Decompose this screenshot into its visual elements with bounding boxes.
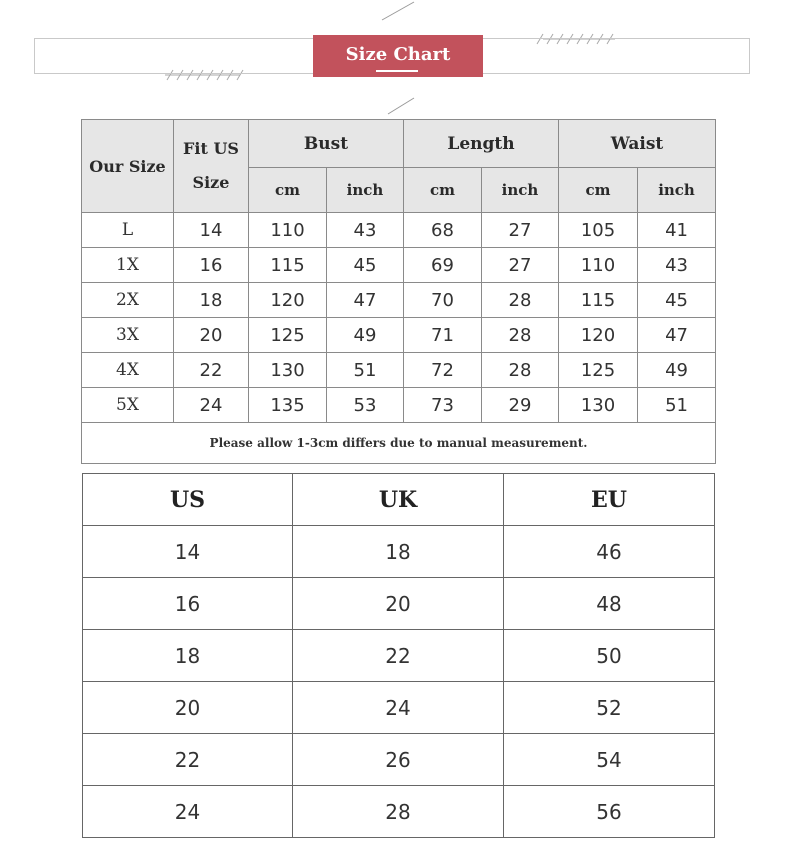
- table-row: [82, 248, 716, 283]
- bust-cm-cell: 130: [249, 353, 327, 388]
- length-cm-cell: 71: [404, 318, 482, 353]
- us-size-cell: 20: [83, 682, 293, 734]
- table-row: [82, 213, 716, 248]
- unit-header-waist-inch: inch: [638, 168, 716, 213]
- fit-us-cell: 18: [174, 283, 249, 318]
- table-row: [83, 526, 715, 578]
- eu-size-cell: 46: [504, 526, 715, 578]
- uk-size-cell: 28: [293, 786, 504, 838]
- us-header: US: [83, 474, 293, 526]
- length-inch-cell: 28: [482, 318, 559, 353]
- uk-size-cell: 18: [293, 526, 504, 578]
- table-row: [83, 734, 715, 786]
- size-measurement-table: [81, 119, 716, 464]
- our-size-cell: 1X: [82, 248, 174, 283]
- length-inch-cell: 28: [482, 283, 559, 318]
- fit-us-cell: 22: [174, 353, 249, 388]
- eu-size-cell: 48: [504, 578, 715, 630]
- fit-us-label-line1: Fit US: [183, 139, 239, 158]
- bust-cm-cell: 120: [249, 283, 327, 318]
- our-size-cell: 4X: [82, 353, 174, 388]
- uk-size-cell: 20: [293, 578, 504, 630]
- measurement-note: Please allow 1-3cm differs due to manual measurement.: [82, 423, 716, 464]
- unit-header-bust-cm: cm: [249, 168, 327, 213]
- waist-inch-cell: 49: [638, 353, 716, 388]
- bust-inch-cell: 51: [327, 353, 404, 388]
- uk-size-cell: 24: [293, 682, 504, 734]
- waist-inch-cell: 51: [638, 388, 716, 423]
- bust-inch-cell: 47: [327, 283, 404, 318]
- waist-cm-cell: 110: [559, 248, 638, 283]
- us-size-cell: 16: [83, 578, 293, 630]
- fit-us-cell: 24: [174, 388, 249, 423]
- note-row: [82, 423, 716, 464]
- fit-us-cell: 16: [174, 248, 249, 283]
- bust-inch-cell: 53: [327, 388, 404, 423]
- size-chart-title-text: Size Chart: [345, 44, 451, 65]
- bust-cm-cell: 110: [249, 213, 327, 248]
- us-size-cell: 22: [83, 734, 293, 786]
- length-cm-cell: 73: [404, 388, 482, 423]
- table-row: [83, 630, 715, 682]
- length-inch-cell: 27: [482, 248, 559, 283]
- waist-cm-cell: 130: [559, 388, 638, 423]
- our-size-cell: 2X: [82, 283, 174, 318]
- length-cm-cell: 72: [404, 353, 482, 388]
- waist-cm-cell: 120: [559, 318, 638, 353]
- fit-us-cell: 20: [174, 318, 249, 353]
- waist-cm-cell: 125: [559, 353, 638, 388]
- uk-header: UK: [293, 474, 504, 526]
- bust-cm-cell: 125: [249, 318, 327, 353]
- table-row: [83, 786, 715, 838]
- our-size-header: Our Size: [82, 120, 174, 213]
- length-inch-cell: 27: [482, 213, 559, 248]
- waist-inch-cell: 45: [638, 283, 716, 318]
- bust-inch-cell: 49: [327, 318, 404, 353]
- unit-header-length-cm: cm: [404, 168, 482, 213]
- length-cm-cell: 69: [404, 248, 482, 283]
- us-size-cell: 18: [83, 630, 293, 682]
- unit-header-waist-cm: cm: [559, 168, 638, 213]
- length-inch-cell: 28: [482, 353, 559, 388]
- eu-size-cell: 52: [504, 682, 715, 734]
- size-conversion-table: [82, 473, 715, 838]
- fit-us-size-header: [174, 120, 249, 213]
- bust-inch-cell: 43: [327, 213, 404, 248]
- header-row-groups: [82, 120, 716, 168]
- length-cm-cell: 70: [404, 283, 482, 318]
- table-row: [82, 318, 716, 353]
- length-inch-cell: 29: [482, 388, 559, 423]
- waist-inch-cell: 43: [638, 248, 716, 283]
- unit-header-length-inch: inch: [482, 168, 559, 213]
- waist-cm-cell: 115: [559, 283, 638, 318]
- title-underline: [376, 70, 418, 72]
- waist-inch-cell: 41: [638, 213, 716, 248]
- table-row: [82, 283, 716, 318]
- our-size-cell: 5X: [82, 388, 174, 423]
- bust-inch-cell: 45: [327, 248, 404, 283]
- unit-header-bust-inch: inch: [327, 168, 404, 213]
- fit-us-label-line2: Size: [192, 173, 230, 192]
- length-cm-cell: 68: [404, 213, 482, 248]
- eu-size-cell: 50: [504, 630, 715, 682]
- conversion-header-row: [83, 474, 715, 526]
- table-row: [82, 353, 716, 388]
- table-row: [83, 578, 715, 630]
- us-size-cell: 14: [83, 526, 293, 578]
- bust-cm-cell: 135: [249, 388, 327, 423]
- table-row: [82, 388, 716, 423]
- waist-inch-cell: 47: [638, 318, 716, 353]
- us-size-cell: 24: [83, 786, 293, 838]
- eu-size-cell: 54: [504, 734, 715, 786]
- bust-header: Bust: [249, 120, 404, 168]
- fit-us-cell: 14: [174, 213, 249, 248]
- our-size-cell: 3X: [82, 318, 174, 353]
- waist-header: Waist: [559, 120, 716, 168]
- uk-size-cell: 26: [293, 734, 504, 786]
- eu-header: EU: [504, 474, 715, 526]
- eu-size-cell: 56: [504, 786, 715, 838]
- bust-cm-cell: 115: [249, 248, 327, 283]
- waist-cm-cell: 105: [559, 213, 638, 248]
- length-header: Length: [404, 120, 559, 168]
- uk-size-cell: 22: [293, 630, 504, 682]
- table-row: [83, 682, 715, 734]
- our-size-cell: L: [82, 213, 174, 248]
